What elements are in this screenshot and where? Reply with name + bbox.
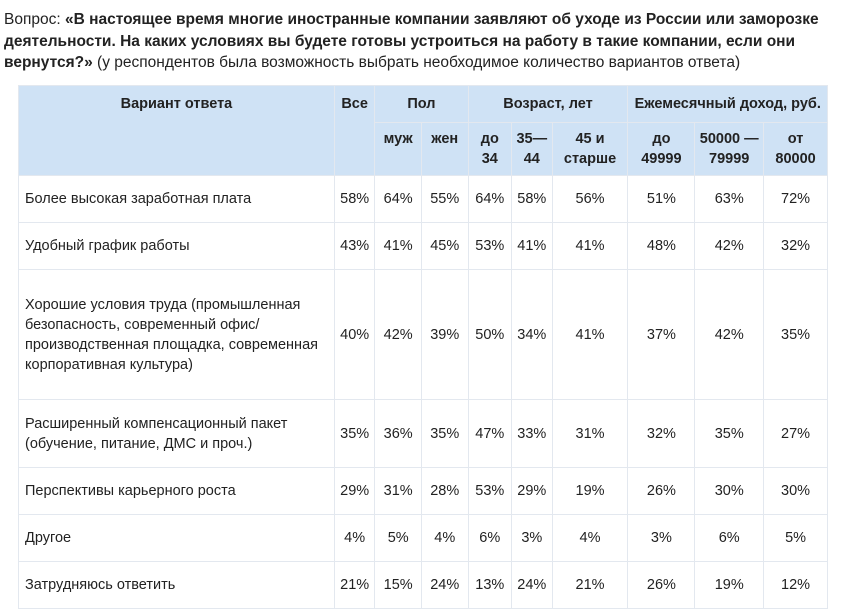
row-label: Более высокая заработная плата [19, 176, 335, 223]
cell-value: 51% [628, 176, 695, 223]
question-suffix: (у респондентов была возможность выбрать необходимое количество вариантов ответа) [92, 54, 741, 71]
cell-value: 32% [628, 400, 695, 468]
cell-value: 32% [764, 223, 828, 270]
cell-value: 27% [764, 400, 828, 468]
cell-value: 21% [552, 562, 628, 609]
header-income: Ежемесячный доход, руб. [628, 86, 828, 123]
cell-value: 4% [421, 515, 468, 562]
header-gender: Пол [375, 86, 468, 123]
cell-value: 41% [512, 223, 553, 270]
cell-value: 3% [512, 515, 553, 562]
cell-value: 64% [375, 176, 422, 223]
header-income-1: до 49999 [628, 123, 695, 176]
header-male: муж [375, 123, 422, 176]
cell-value: 26% [628, 562, 695, 609]
header-all: Все [334, 86, 375, 176]
cell-value: 35% [695, 400, 764, 468]
cell-value: 24% [421, 562, 468, 609]
cell-value: 24% [512, 562, 553, 609]
cell-value: 53% [468, 223, 512, 270]
cell-value: 19% [695, 562, 764, 609]
cell-value: 56% [552, 176, 628, 223]
cell-value: 47% [468, 400, 512, 468]
cell-value: 30% [695, 468, 764, 515]
cell-value: 42% [695, 270, 764, 400]
cell-value: 36% [375, 400, 422, 468]
cell-value: 26% [628, 468, 695, 515]
cell-value: 5% [375, 515, 422, 562]
cell-value: 53% [468, 468, 512, 515]
header-income-2: 50000 — 79999 [695, 123, 764, 176]
cell-value: 55% [421, 176, 468, 223]
cell-value: 64% [468, 176, 512, 223]
cell-value: 3% [628, 515, 695, 562]
cell-value: 13% [468, 562, 512, 609]
cell-value: 72% [764, 176, 828, 223]
row-label: Расширенный компенсационный пакет (обучение, питание, ДМС и проч.) [19, 400, 335, 468]
cell-value: 12% [764, 562, 828, 609]
cell-value: 19% [552, 468, 628, 515]
cell-value: 4% [334, 515, 375, 562]
table-row [19, 515, 828, 562]
cell-value: 58% [512, 176, 553, 223]
cell-value: 45% [421, 223, 468, 270]
question-prefix: Вопрос: [4, 11, 65, 28]
row-label: Удобный график работы [19, 223, 335, 270]
row-label: Затрудняюсь ответить [19, 562, 335, 609]
cell-value: 29% [512, 468, 553, 515]
cell-value: 21% [334, 562, 375, 609]
header-age-3: 45 и старше [552, 123, 628, 176]
question-text [4, 9, 840, 74]
table-row [19, 468, 828, 515]
cell-value: 6% [695, 515, 764, 562]
cell-value: 34% [512, 270, 553, 400]
cell-value: 30% [764, 468, 828, 515]
cell-value: 50% [468, 270, 512, 400]
cell-value: 15% [375, 562, 422, 609]
header-income-3: от 80000 [764, 123, 828, 176]
cell-value: 31% [375, 468, 422, 515]
cell-value: 35% [421, 400, 468, 468]
table-row [19, 176, 828, 223]
cell-value: 29% [334, 468, 375, 515]
cell-value: 63% [695, 176, 764, 223]
cell-value: 40% [334, 270, 375, 400]
cell-value: 42% [375, 270, 422, 400]
row-label: Перспективы карьерного роста [19, 468, 335, 515]
cell-value: 48% [628, 223, 695, 270]
header-age: Возраст, лет [468, 86, 628, 123]
cell-value: 35% [334, 400, 375, 468]
cell-value: 35% [764, 270, 828, 400]
cell-value: 42% [695, 223, 764, 270]
cell-value: 58% [334, 176, 375, 223]
cell-value: 41% [552, 270, 628, 400]
cell-value: 43% [334, 223, 375, 270]
row-label: Хорошие условия труда (промышленная безопасность, современный офис/производственная площадка, современная корпоративная культура) [19, 270, 335, 400]
cell-value: 6% [468, 515, 512, 562]
table-row [19, 223, 828, 270]
cell-value: 5% [764, 515, 828, 562]
cell-value: 4% [552, 515, 628, 562]
header-row-1 [19, 86, 828, 123]
header-age-2: 35—44 [512, 123, 553, 176]
header-age-1: до 34 [468, 123, 512, 176]
cell-value: 41% [375, 223, 422, 270]
question-bold: «В настоящее время многие иностранные компании заявляют об уходе из России или заморозке деятельности. На каких условиях вы будете готовы устроиться на работу в такие компании, если они вернутся?» [4, 11, 819, 71]
header-female: жен [421, 123, 468, 176]
cell-value: 37% [628, 270, 695, 400]
table-row [19, 562, 828, 609]
cell-value: 33% [512, 400, 553, 468]
row-label: Другое [19, 515, 335, 562]
cell-value: 39% [421, 270, 468, 400]
cell-value: 28% [421, 468, 468, 515]
table-row [19, 270, 828, 400]
header-option: Вариант ответа [19, 86, 335, 176]
cell-value: 41% [552, 223, 628, 270]
cell-value: 31% [552, 400, 628, 468]
survey-table [18, 85, 828, 609]
table-row [19, 400, 828, 468]
